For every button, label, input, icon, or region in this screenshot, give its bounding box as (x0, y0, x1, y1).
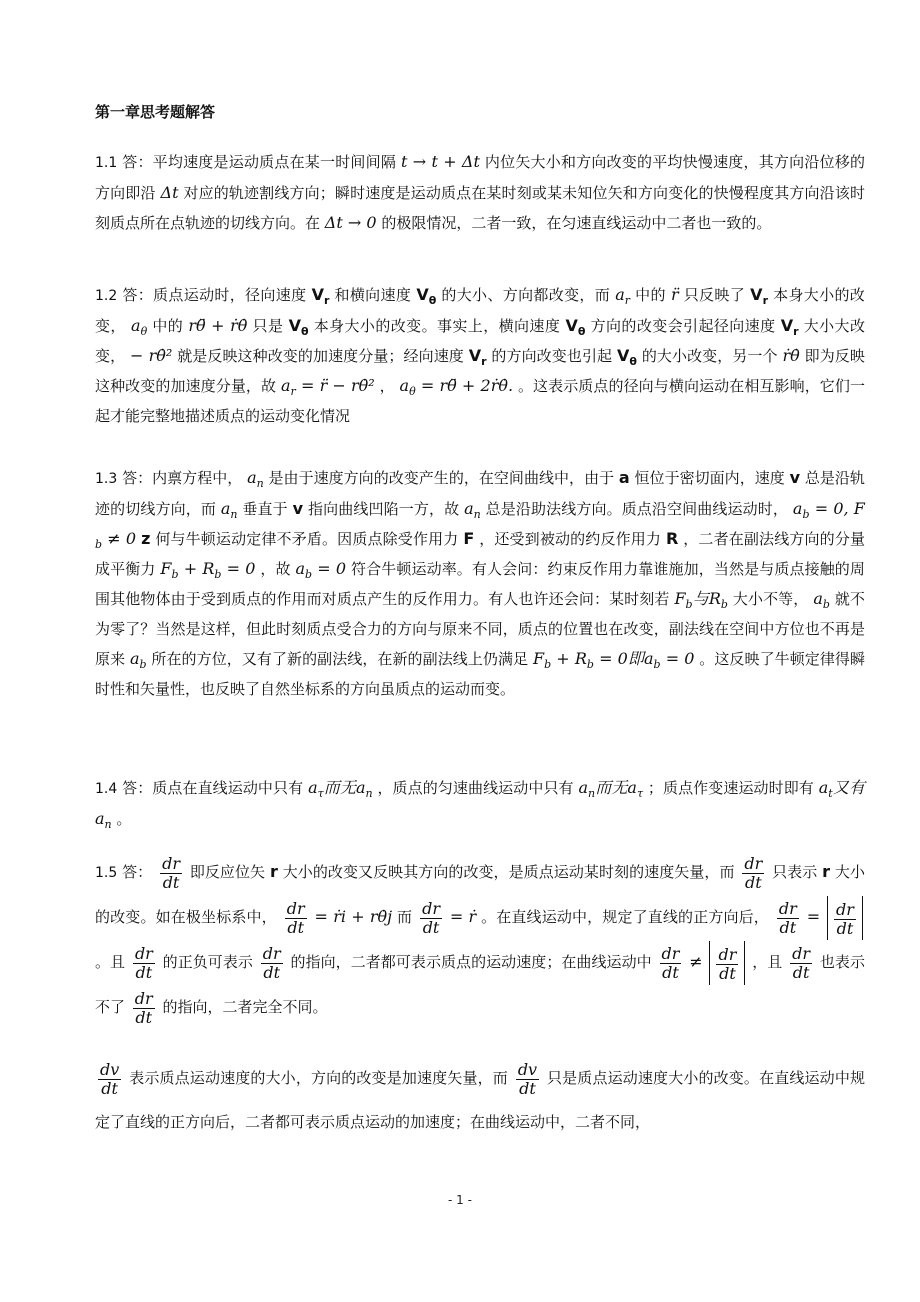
text: 的指向，二者都可表示质点的运动速度；在曲线运动中 (290, 953, 652, 971)
text: 就不为零了？当然是这样，但此时刻质点受合力的方向与原来不同，质点的位置也在改变，副法线在空间中方位也不再是原来 (95, 590, 865, 668)
text: 只是质点运动速度大小的改变。在直线运动中规定了直线的正方向后，二者都可表示质点运动的加速度；在曲线运动中，二者不同， (95, 1069, 865, 1131)
text: 答：平均速度是运动质点在某一时间间隔 (122, 153, 397, 171)
answer-1-5-continued (95, 1056, 865, 1144)
text: 即为反映这种改变的加速度分量，故 (95, 347, 865, 395)
fraction-dr-vector: $\frac{dr}{dt}$ (262, 943, 281, 982)
math-rdot: = ṙ (449, 907, 477, 926)
radial-velocity: $V_r$ (780, 316, 799, 339)
position-vector: r (822, 862, 831, 881)
math-atau-no-an: $a_\tau$而无$a_n$ (308, 778, 373, 801)
answer-label: 1.3 (95, 471, 118, 487)
velocity-vector: v (789, 468, 801, 487)
math-an: $a_n$ (220, 499, 238, 522)
reaction-vector: R (666, 529, 679, 548)
text: ， (379, 377, 395, 395)
fraction-dr-vector: $\frac{dr}{dt}$ (286, 898, 305, 937)
acceleration-vector: a (618, 468, 630, 487)
text: 的正负可表示 (162, 953, 253, 971)
text: 总是沿助法线方向。质点沿空间曲线运动时， (485, 500, 789, 518)
math-interval: t → t + Δt (401, 152, 480, 171)
answer-1-3 (95, 463, 865, 704)
fraction-dr-scalar: $\frac{dr}{dt}$ (744, 853, 763, 892)
text: 只反映了 (683, 286, 746, 304)
fraction-dr-vector: $\frac{dr}{dt}$ (162, 853, 180, 892)
text: 垂直于 (242, 500, 288, 518)
answer-label: 1.1 (95, 155, 118, 171)
text: 恒位于密切面内，速度 (634, 469, 785, 487)
radial-velocity: $V_r$ (468, 346, 487, 369)
text: 中的 (635, 286, 666, 304)
fraction-dr-scalar: $\frac{dr}{dt}$ (778, 898, 797, 937)
force-vector: F (463, 529, 475, 548)
text: 是由于速度方向的改变产生的，在空间曲线中，由于 (268, 469, 615, 487)
z-symbol: z (141, 529, 151, 548)
math-balance-full: $F_b + R_b = 0$即$a_b = 0$ (532, 649, 695, 672)
text: 。 (116, 810, 132, 828)
fraction-dv-vector: $\frac{dv}{dt}$ (100, 1059, 120, 1098)
equals-sign: = (806, 907, 821, 926)
text: 符合牛顿运动率。有人会问：约束反作用力靠谁施加，当然是与质点接触的周围其他物体由于受到质点的作用而对质点产生的反作用力。有人也许还会问：某时刻若 (95, 560, 865, 608)
text: 。且 (95, 953, 126, 971)
text: 本身大小的改变。事实上，横向速度 (313, 317, 561, 335)
text: 答：质点运动时，径向速度 (122, 286, 307, 304)
text: 大小的改变又反映其方向的改变，是质点运动某时刻的速度矢量，而 (282, 863, 735, 881)
text: 答：内禀方程中， (122, 469, 243, 487)
answer-1-1 (95, 147, 865, 238)
math-an: $a_n$ (464, 499, 481, 522)
text: 何与牛顿运动定律不矛盾。因质点除受作用力 (155, 530, 459, 548)
text: 和横向速度 (334, 286, 412, 304)
chapter-heading: 第一章思考题解答 (95, 103, 216, 121)
fraction-dr-scalar: $\frac{dr}{dt}$ (792, 943, 811, 982)
transverse-velocity: $V_\theta$ (617, 346, 637, 369)
math-ab: $a_b$ (813, 589, 830, 612)
answer-1-4 (95, 773, 865, 834)
abs-fraction: $\frac{dr}{dt}$ (709, 941, 745, 985)
transverse-velocity: $V_\theta$ (565, 316, 586, 339)
text: 的大小改变，另一个 (641, 347, 778, 365)
fraction-dr-scalar: $\frac{dr}{dt}$ (422, 898, 440, 937)
text: ，且 (752, 953, 783, 971)
equation-atheta: $a_\theta$ = rθ̈ + 2ṙθ̇. (399, 376, 514, 399)
fraction-dr-scalar: $\frac{dr}{dt}$ (134, 943, 153, 982)
text: 只表示 (772, 863, 818, 881)
math-delta-t: Δt (160, 183, 179, 202)
math-polar-velocity: = ṙi + rθ̇j (314, 907, 393, 926)
math-at-and-an: $a_t$又有$a_n$ (95, 778, 865, 832)
math-expr: rθ̈ + ṙθ̇ (188, 316, 248, 335)
answer-label: 1.4 (95, 781, 118, 797)
math-an-no-atau: $a_n$而无$a_\tau$ (578, 778, 644, 801)
math-ab: $a_b$ (129, 649, 147, 672)
fraction-dv-scalar: $\frac{dv}{dt}$ (517, 1059, 538, 1098)
text: 的指向，二者完全不同。 (162, 998, 328, 1016)
not-equal-sign: ≠ (689, 952, 703, 971)
text: ；质点作变速运动时即有 (647, 779, 814, 797)
math-centripetal: − rθ̇² (130, 346, 173, 365)
equation-ar: $a_r$ = r̈ − rθ̇² (281, 376, 375, 399)
text: 本身大小的改变， (95, 286, 865, 335)
text: 的大小、方向都改变，而 (441, 286, 611, 304)
velocity-vector: v (292, 499, 304, 518)
text: 指向曲线凹陷一方，故 (307, 500, 460, 518)
text: 中的 (152, 317, 184, 335)
text: 即反应位矢 (189, 863, 266, 881)
page-number: - 1 - (448, 1193, 472, 1207)
math-balance: $F_b + R_b = 0$ (160, 559, 256, 582)
text: 方向的改变会引起径向速度 (590, 317, 776, 335)
math-atheta: $a_\theta$ (131, 316, 148, 339)
text: 就是反映这种改变的加速度分量；经向速度 (177, 347, 464, 365)
text: 大小的改变。如在极坐标系中， (95, 863, 865, 926)
answer-1-2 (95, 280, 865, 431)
answer-1-5 (95, 850, 865, 1029)
text: 只是 (252, 317, 284, 335)
transverse-velocity: $V_\theta$ (288, 316, 309, 339)
text: 。在直线运动中，规定了直线的正方向后， (481, 908, 769, 926)
math-an: $a_n$ (247, 468, 264, 491)
math-rddot: r̈ (670, 285, 679, 304)
text: 对应的轨迹割线方向；瞬时速度是运动质点在某时刻或某未知位矢和方向变化的快慢程度其方向沿该时刻质点所在点轨迹的切线方向。在 (95, 184, 865, 232)
fraction-dr-scalar: $\frac{dr}{dt}$ (661, 943, 680, 982)
text: ，二者在副法线方向的分量成平衡力 (95, 530, 865, 578)
text: 的极限情况，二者一致，在匀速直线运动中二者也一致的。 (381, 214, 772, 232)
text: 。这表示质点的径向与横向运动在相互影响，它们一起才能完整地描述质点的运动变化情况 (95, 377, 865, 425)
math-ab-fb: $a_b = 0$, $F_b \ne 0$ (95, 499, 865, 552)
fraction-dr-vector: $\frac{dr}{dt}$ (134, 988, 153, 1027)
text: ，故 (260, 560, 291, 578)
text: 总是沿轨迹的切线方向，而 (95, 469, 865, 518)
text: 答：质点在直线运动中只有 (122, 779, 304, 797)
radial-velocity: $V_r$ (750, 285, 768, 308)
transverse-velocity: $V_\theta$ (416, 285, 437, 308)
position-vector: r (269, 862, 278, 881)
math-ar: $a_r$ (615, 285, 631, 308)
text: ，质点的匀速曲线运动中只有 (377, 779, 574, 797)
abs-fraction: $\frac{dr}{dt}$ (827, 896, 863, 940)
answer-label: 1.5 (95, 865, 118, 881)
text: 内位矢大小和方向改变的平均快慢速度，其方向沿位移的方向即沿 (95, 153, 865, 202)
text: 。这反映了牛顿定律得瞬时性和矢量性，也反映了自然坐标系的方向虽质点的运动而变。 (95, 650, 865, 698)
text: 所在的方位，又有了新的副法线，在新的副法线上仍满足 (151, 650, 529, 668)
text: 而 (397, 908, 413, 926)
math-coriolis: ṙθ̇ (782, 346, 800, 365)
text: 大小不等， (732, 590, 809, 608)
math-limit: Δt → 0 (324, 213, 377, 232)
text: 表示质点运动速度的大小，方向的改变是加速度矢量，而 (129, 1069, 508, 1087)
text: ，还受到被动的约反作用力 (479, 530, 662, 548)
radial-velocity: $V_r$ (311, 285, 330, 308)
math-ab-zero: $a_b = 0$ (295, 559, 347, 582)
text: 大小大改变， (95, 317, 865, 365)
text: 答： (122, 863, 153, 881)
text: 的方向改变也引起 (491, 347, 613, 365)
answer-label: 1.2 (95, 288, 118, 304)
text: 也表示不了 (95, 953, 865, 1016)
math-fb-rb: $F_b$与$R_b$ (674, 589, 728, 612)
